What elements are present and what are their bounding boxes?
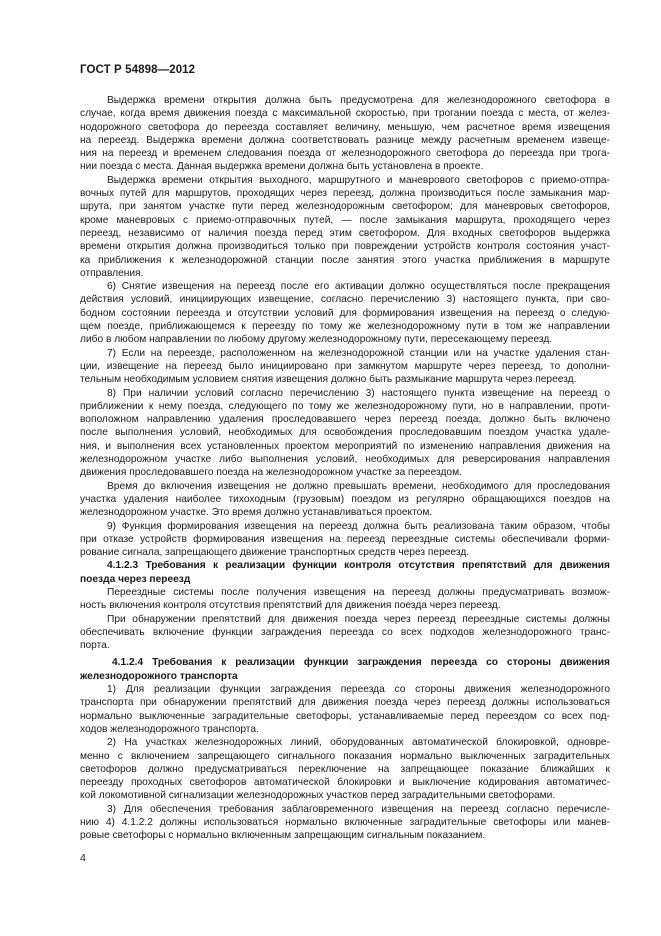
heading-line: поезда через переезд <box>80 573 191 585</box>
text-line: нормально выключенные заградительные светофоры, устанавливаемые перед переездом со всех под- <box>80 710 610 722</box>
list-item-paragraph <box>80 803 610 843</box>
text-line: кроме маневровых с приемо-отправочных путей, — после замыкания маршрута, проходящего через <box>80 214 610 226</box>
heading-line: железнодорожного транспорта <box>80 670 238 682</box>
text-line: кой локомотивной сигнализации железнодорожных участков перед заградительными светофорами. <box>80 790 556 802</box>
list-item-paragraph <box>80 347 610 387</box>
text-line: шрута, при занятом участке пути перед железнодорожным светофором; для маневровых светофоров, <box>80 201 610 213</box>
text-line: нии поезда с места. Данная выдержка времени должна быть установлена в проекте. <box>80 161 484 173</box>
text-line: участка удаления наиболее тихоходным (грузовым) поездом из регулярно обращающихся поездов на <box>80 493 610 505</box>
text-line: тельным необходимым условием снятия извещения должно быть размыкание маршрута через переезд. <box>80 374 577 386</box>
list-item-paragraph <box>80 387 610 480</box>
text-line: вочных путей для маршрутов, проходящих через переезд, должна производиться после замыкания мар- <box>80 188 610 200</box>
text-line: Переездные системы после получения извещения на переезд должны предусматривать возмож- <box>107 586 610 598</box>
text-line: При обнаружении препятствий для движения поезда через переезд переездные системы должны <box>107 613 610 625</box>
text-line: отправления. <box>80 267 144 279</box>
text-line: порта. <box>80 640 110 652</box>
list-item-paragraph <box>80 520 610 560</box>
text-line: случае, когда время движения поезда с максимальной скоростью, при трогании поезда с места, от желез- <box>80 108 610 120</box>
paragraph <box>80 613 610 653</box>
text-line: 9) Функция формирования извещения на переезд должна быть реализована таким образом, чтобы <box>107 520 610 532</box>
text-line: 7) Если на переезде, расположенном на железнодорожной станции или на участке удаления стан- <box>107 347 610 359</box>
text-line: транспорта при обнаружении препятствий для движения поезда через переезд должны использоваться <box>80 697 610 709</box>
text-line: при отказе устройств формирования извещения на переезд переездные системы обеспечивали форми- <box>80 533 610 545</box>
text-line: действия условий, инициирующих извещение, согласно перечислению 3) настоящего пункта, при сво- <box>80 294 610 306</box>
heading-line: 4.1.2.4 Требования к реализации функции заграждения переезда со стороны движения <box>112 657 610 669</box>
text-line: ния на переезд и временем следования поезда от железнодорожного светофора до переезда при трога- <box>80 148 610 160</box>
paragraph <box>80 94 610 174</box>
text-line: переезд, независимо от наличия поезда перед этим светофором. Для входных светофоров выдержка <box>80 227 610 239</box>
list-item-paragraph <box>80 683 610 736</box>
text-line: светофоров должно предусматриваться переключение на запрещающее показание ближайших к <box>80 763 610 775</box>
text-line: ния, и выполнения всех установленных проектом мероприятий по изменению направления движения на <box>80 440 610 452</box>
text-line: переезду проходных светофоров автоматической блокировки и выключение кодирования автоматичес- <box>80 777 610 789</box>
text-line: 6) Снятие извещения на переезд после его активации должно осуществляться после прекращения <box>107 281 610 293</box>
text-line: ровые светофоры с нормально включенным запрещающим сигнальным показанием. <box>80 830 486 842</box>
document-header: ГОСТ Р 54898—2012 <box>80 64 196 76</box>
text-line: рование сигнала, запрещающего движение транспортных средств через переезд. <box>80 547 470 559</box>
text-line: воположном направлению удаления проследовавшего через переезд поезда, должно быть включено <box>80 414 610 426</box>
text-line: 2) На участках железнодорожных линий, оборудованных автоматической блокировкой, одновре- <box>107 737 610 749</box>
heading-line: 4.1.2.3 Требования к реализации функции контроля отсутствия препятствий для движения <box>107 560 610 572</box>
text-line: ходов железнодорожного транспорта. <box>80 723 259 735</box>
text-line: приближении к нему поезда, следующего по тому же железнодорожному пути, но в направлении, проти- <box>80 400 610 412</box>
text-line: ка приближения к железнодорожной станции после занятия этого участка приближения в маршруте <box>80 254 610 266</box>
section-heading <box>80 656 610 683</box>
text-line: после выполнения условий, необходимых для освобождения проследовавшим поездом участка удале- <box>80 427 610 439</box>
text-line: движения проследовавшего поезда на железнодорожном участке за переездом. <box>80 467 462 479</box>
text-line: нию 4) 4.1.2.2 должны использоваться нормально включенные заградительные светофоры или манев- <box>80 817 610 829</box>
list-item-paragraph <box>80 280 610 346</box>
text-line: 3) Для обеспечения требования заблаговременного извещения на переезд согласно перечисле- <box>107 803 610 815</box>
text-line: бодном состоянии переезда и отсутствии условий для формирования извещения на переезд о следую- <box>80 307 610 319</box>
text-line: нодорожного светофора до переезда составляет величину, меньшую, чем расчетное время извещения <box>80 121 610 133</box>
section-heading <box>80 559 610 586</box>
text-line: времени открытия должна производиться только при повреждении устройств контроля состояния участ- <box>80 241 610 253</box>
text-line: либо в любом направлении по любому другому железнодорожному пути, пересекающему переезд. <box>80 334 553 346</box>
text-line: ции, извещение на переезд было инициировано при замкнутом маршруте через переезд, то дополни- <box>80 360 610 372</box>
text-line: Время до включения извещения не должно превышать времени, необходимого для проследования <box>107 480 610 492</box>
paragraph <box>80 480 610 520</box>
text-line: железнодорожном участке. Это время должно устанавливаться проектом. <box>80 507 433 519</box>
text-line: 8) При наличии условий согласно перечислению 3) настоящего пункта извещение на переезд о <box>107 387 610 399</box>
text-line: менно с включением запрещающего сигнального показания нормально выключенных заградительных <box>80 750 610 762</box>
text-line: обеспечивать включение функции заграждения переезда со всех подходов железнодорожного транс- <box>80 626 610 638</box>
paragraph <box>80 586 610 613</box>
list-item-paragraph <box>80 736 610 802</box>
text-line: ность включения контроля отсутствия препятствий для движения поезда через переезд. <box>80 600 501 612</box>
text-line: Выдержка времени открытия выходного, маршрутного и маневрового светофоров с приемо-отпра- <box>107 174 610 186</box>
text-line: железнодорожном участке либо выполнения условий, необходимых для реверсирования направления <box>80 454 610 466</box>
text-line: Выдержка времени открытия должна быть предусмотрена для железнодорожного светофора в <box>107 95 610 106</box>
text-line: 1) Для реализации функции заграждения переезда со стороны движения железнодорожного <box>107 684 610 696</box>
text-line: на переезд. Выдержка времени должна соответствовать разнице между расчетным временем извеще- <box>80 134 610 146</box>
paragraph <box>80 174 610 280</box>
page-number: 4 <box>80 852 86 864</box>
text-line: щем поезде, приближающемся к переезду по тому же железнодорожному пути в том же направлении <box>80 321 610 333</box>
document-body <box>80 94 610 843</box>
